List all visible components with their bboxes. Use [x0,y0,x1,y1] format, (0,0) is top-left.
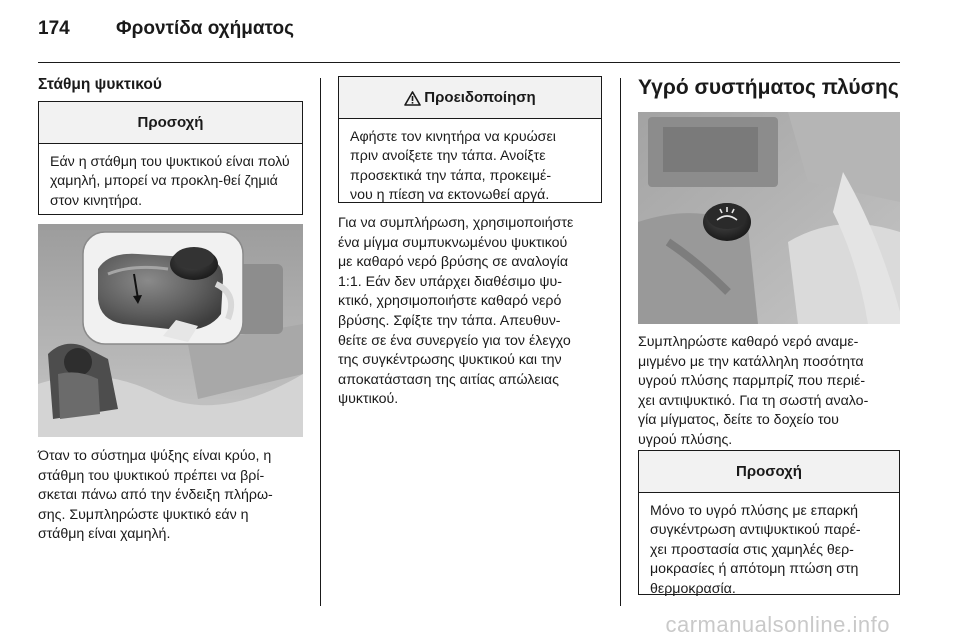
washer-fluid-illustration [638,112,900,324]
coolant-refill-paragraph [338,214,613,410]
paragraph-line: υγρού πλύσης παρμπρίζ που περιέ- [638,373,866,390]
paragraph-line: της συγκέντρωσης ψυκτικού και την [338,352,562,369]
page-header [38,18,294,46]
caution-line: θερμοκρασία. [650,580,736,597]
paragraph-line: υγρού πλύσης. [638,431,733,448]
chapter-title: Φροντίδα οχήματος [116,18,294,39]
paragraph-line: σκεται πάνω από την ένδειξη πλήρω- [38,487,273,504]
caution-line: χει προστασία στις χαμηλές θερ- [650,541,854,558]
paragraph-line: σης. Συμπληρώστε ψυκτικό εάν η [38,506,249,523]
coolant-level-paragraph [38,447,313,545]
paragraph-line: στάθμη είναι χαμηλή. [38,526,171,543]
caution-box-title: Προσοχή [39,102,302,144]
coolant-reservoir-illustration [38,224,303,437]
warning-line: νου η πίεση να εκτονωθεί αργά. [350,187,550,204]
paragraph-line: με καθαρό νερό βρύσης σε αναλογία [338,254,569,271]
column-divider-2 [620,78,621,606]
watermark: carmanualsonline.info [665,612,890,637]
washer-fluid-photo [638,112,900,324]
paragraph-line: κτικό, χρησιμοποιήστε καθαρό νερό [338,293,562,310]
warning-line: πριν ανοίξετε την τάπα. Ανοίξτε [350,148,546,165]
warning-box-title-row [339,77,601,119]
warning-triangle-icon [404,91,421,106]
paragraph-line: μιγμένο με την κατάλληλη ποσότητα [638,353,864,370]
paragraph-line: γία μίγματος, δείτε το δοχείο του [638,412,839,429]
caution-box-text [639,493,899,609]
warning-line: προσεκτικά την τάπα, προκειμέ- [350,167,552,184]
paragraph-line: θείτε σε ένα συνεργείο για τον έλεγχο [338,332,571,349]
paragraph-line: Για να συμπλήρωση, χρησιμοποιήστε [338,215,574,231]
paragraph-line: Όταν το σύστημα ψύξης είναι κρύο, η [38,448,272,464]
paragraph-line: χει αντιψυκτικό. Για τη σωστή αναλο- [638,392,869,409]
paragraph-line: αποκατάσταση της αιτίας απώλειας [338,371,559,388]
warning-line: Αφήστε τον κινητήρα να κρυώσει [350,129,556,145]
washer-fluid-paragraph [638,333,913,451]
coolant-caution-box [38,101,303,215]
warning-box [338,76,602,203]
paragraph-line: Συμπληρώστε καθαρό νερό αναμε- [638,334,859,350]
paragraph-line: βρύσης. Σφίξτε την τάπα. Απευθυν- [338,312,561,329]
coolant-reservoir-photo [38,224,303,437]
paragraph-line: στάθμη του ψυκτικού πρέπει να βρί- [38,467,265,484]
page-number: 174 [38,18,70,39]
paragraph-line: 1:1. Εάν δεν υπάρχει διαθέσιμο ψυ- [338,273,563,290]
coolant-level-title: Στάθμη ψυκτικού [38,76,162,93]
header-rule [38,62,900,63]
washer-fluid-title: Υγρό συστήματος πλύσης [638,76,899,99]
paragraph-line: ένα μίγμα συμπυκνωμένου ψυκτικού [338,234,568,251]
warning-box-text [339,119,601,216]
caution-line: συγκέντρωση αντιψυκτικού παρέ- [650,522,861,539]
caution-line: Μόνο το υγρό πλύσης με επαρκή [650,503,858,519]
washer-caution-box [638,450,900,595]
caution-box-text: Εάν η στάθμη του ψυκτικού είναι πολύ χαμηλή, μπορεί να προκλη-θεί ζημιά στον κινητήρα. [50,154,290,209]
paragraph-line: ψυκτικού. [338,391,399,408]
caution-box-title: Προσοχή [639,451,899,493]
caution-line: μοκρασίες ή απότομη πτώση στη [650,561,859,578]
warning-box-title: Προειδοποίηση [424,89,536,106]
column-divider-1 [320,78,321,606]
